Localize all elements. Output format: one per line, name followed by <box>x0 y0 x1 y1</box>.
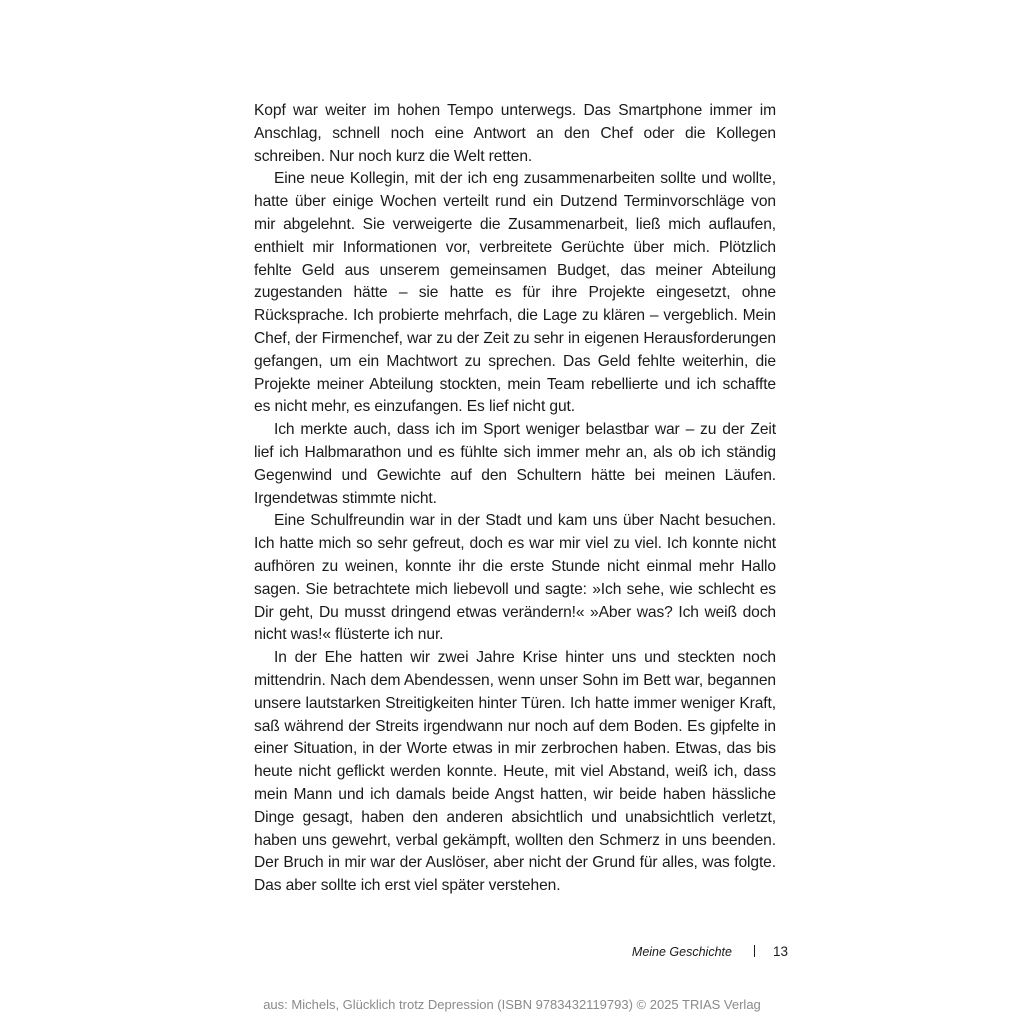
source-attribution: aus: Michels, Glücklich trotz Depression (ISBN 9783432119793) © 2025 TRIAS Verlag <box>263 997 761 1012</box>
paragraph: Eine neue Kollegin, mit der ich eng zusammenarbeiten sollte und wollte, hatte über einige Wochen verteilt rund ein Dutzend Terminvorschläge von mir abgelehnt. Sie verweigerte die Zusammenarbeit, ließ mich auflaufen, enthielt mir Informationen vor, verbreitete Gerüchte über mich. Plötzlich fehlte Geld aus unserem gemeinsamen Budget, das meiner Abteilung zugestanden hätte – sie hatte es für ihre Projekte eingesetzt, ohne Rücksprache. Ich probierte mehrfach, die Lage zu klären – vergeblich. Mein Chef, der Firmenchef, war zu der Zeit zu sehr in eigenen Herausforderungen gefangen, um ein Machtwort zu sprechen. Das Geld fehlte weiterhin, die Projekte meiner Abteilung stockten, mein Team rebellierte und ich schaffte es nicht mehr, es einzufangen. Es lief nicht gut. <box>254 170 776 416</box>
body-text <box>254 100 776 898</box>
paragraph: Kopf war weiter im hohen Tempo unterwegs. Das Smartphone immer im Anschlag, schnell noch eine Antwort an den Chef oder die Kollegen schreiben. Nur noch kurz die Welt retten. <box>254 102 776 165</box>
running-head: Meine Geschichte <box>631 945 732 959</box>
footer-separator <box>754 945 755 957</box>
paragraph: Ich merkte auch, dass ich im Sport weniger belastbar war – zu der Zeit lief ich Halbmarathon und es fühlte sich immer mehr an, als ob ich ständig Gegenwind und Gewichte auf den Schultern hätte bei meinen Läufen. Irgendetwas stimmte nicht. <box>254 421 776 507</box>
paragraph: Eine Schulfreundin war in der Stadt und kam uns über Nacht besuchen. Ich hatte mich so sehr gefreut, doch es war mir viel zu viel. Ich konnte nicht aufhören zu weinen, konnte ihr die erste Stunde nicht einmal mehr Hallo sagen. Sie betrachtete mich liebevoll und sagte: »Ich sehe, wie schlecht es Dir geht, Du musst dringend etwas verändern!« »Aber was? Ich weiß doch nicht was!« flüsterte ich nur. <box>254 512 776 644</box>
paragraph: In der Ehe hatten wir zwei Jahre Krise hinter uns und steckten noch mittendrin. Nach dem Abendessen, wenn unser Sohn im Bett war, begannen unsere lautstarken Streitigkeiten hinter Türen. Ich hatte immer weniger Kraft, saß während der Streits irgendwann nur noch auf dem Boden. Es gipfelte in einer Situation, in der Worte etwas in mir zerbrochen haben. Etwas, das bis heute nicht geflickt werden konnte. Heute, mit viel Abstand, weiß ich, dass mein Mann und ich damals beide Angst hatten, wir beide haben hässliche Dinge gesagt, haben den anderen absichtlich und unabsichtlich verletzt, haben uns gewehrt, verbal gekämpft, wollten den Schmerz in uns beenden. Der Bruch in mir war der Auslöser, aber nicht der Grund für alles, was folgte. Das aber sollte ich erst viel später verstehen. <box>254 649 776 895</box>
page-number: 13 <box>772 944 788 959</box>
page-footer <box>632 944 788 959</box>
